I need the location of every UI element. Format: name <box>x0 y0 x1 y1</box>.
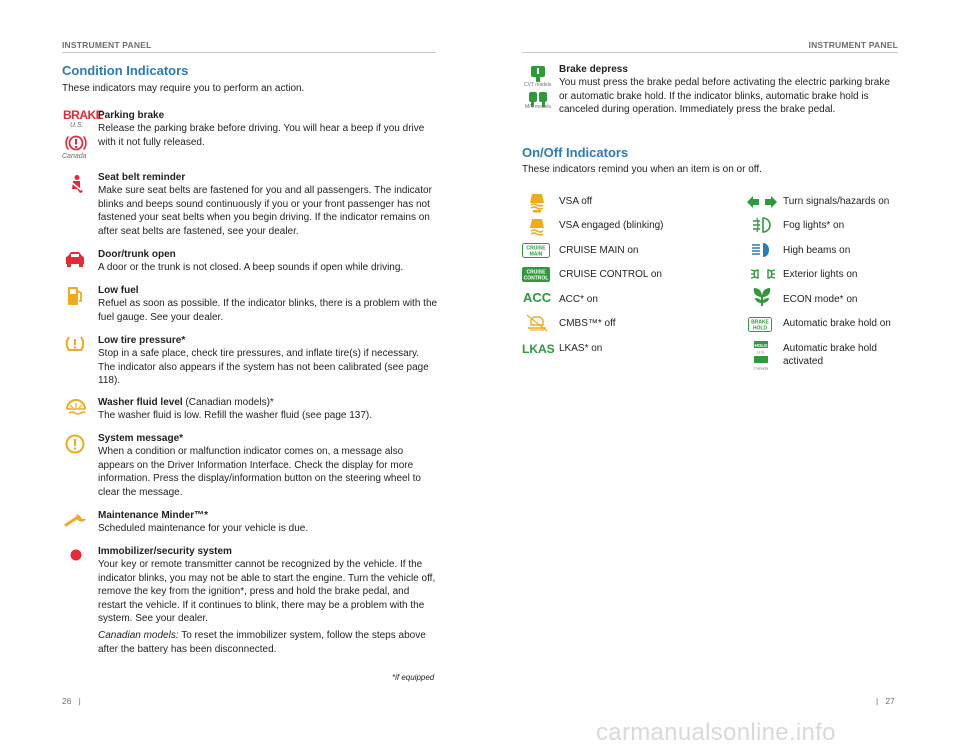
indicator-title: Washer fluid level <box>98 397 183 408</box>
cruise-main-badge-line2: MAIN <box>529 251 543 258</box>
brake-hold-badge-line2: HOLD <box>752 325 768 332</box>
indicator-note <box>98 629 438 656</box>
brake-hold-activated-line1: Automatic brake hold <box>783 343 877 354</box>
indicator-desc: Refuel as soon as possible. If the indicator blinks, there is a problem with the fuel gauge. See your dealer. <box>98 298 438 323</box>
brake-hold-badge-line1: BRAKE <box>751 319 769 326</box>
page-separator: | <box>78 696 81 706</box>
mt-models-label: M/T models <box>525 104 552 110</box>
indicator-title: Seat belt reminder <box>98 172 186 183</box>
onoff-left-label: CMBS™* off <box>559 318 616 329</box>
seat-belt-icon <box>66 174 86 199</box>
header-rule-right <box>522 52 898 53</box>
indicator-seat-belt <box>98 171 438 238</box>
brake-depress-mt-icon <box>528 90 548 115</box>
cvt-models-label: CVT models <box>524 82 552 88</box>
indicator-desc: When a condition or malfunction indicator comes on, a message also appears on the Driver Information Interface. Check the display for more information. Press the display/information button on the steering wheel to clear the message. <box>98 446 421 498</box>
header-rule-left <box>62 52 436 53</box>
indicator-title: Low tire pressure* <box>98 335 186 346</box>
onoff-indicators-title: On/Off Indicators <box>522 145 629 160</box>
canada-label: Canada <box>62 153 87 160</box>
cruise-main-badge-line1: CRUISE <box>526 245 546 252</box>
immobilizer-icon <box>70 548 82 566</box>
onoff-right-label: Turn signals/hazards on <box>783 196 890 207</box>
cruise-control-icon <box>522 267 550 287</box>
washer-fluid-icon <box>64 397 88 422</box>
canadian-models-label: Canadian models: <box>98 630 179 642</box>
indicator-washer-fluid <box>98 396 438 423</box>
onoff-left-label: VSA off <box>559 196 593 207</box>
onoff-left-label: CRUISE MAIN on <box>559 245 639 256</box>
indicator-desc: Scheduled maintenance for your vehicle is due. <box>98 523 309 535</box>
low-fuel-icon <box>66 285 84 312</box>
brake-hold-activated-icon <box>749 340 773 377</box>
hold-badge-text: HOLD <box>754 342 768 348</box>
indicator-title: Low fuel <box>98 285 139 296</box>
door-open-icon <box>64 250 86 275</box>
header-right: INSTRUMENT PANEL <box>808 40 898 50</box>
indicator-title: Parking brake <box>98 110 165 121</box>
indicator-low-fuel <box>98 284 438 324</box>
cruise-control-badge-line1: CRUISE <box>526 269 546 276</box>
indicator-low-tire-pressure <box>98 334 438 388</box>
indicator-title-suffix: (Canadian models)* <box>182 397 274 408</box>
brake-hold-activated-line2: activated <box>783 356 824 368</box>
onoff-right-label: Automatic brake hold on <box>783 318 891 329</box>
fog-light-icon <box>751 216 773 239</box>
brake-hold-icon <box>748 317 772 337</box>
indicator-door-open <box>98 248 438 275</box>
indicator-title: Door/trunk open <box>98 249 176 260</box>
hold-us-label: U.S. <box>757 349 765 355</box>
indicator-brake-depress <box>559 63 895 117</box>
econ-mode-icon <box>751 287 773 312</box>
indicator-parking-brake <box>98 109 438 149</box>
indicator-title: System message* <box>98 433 184 444</box>
onoff-right-label: Exterior lights on <box>783 269 858 280</box>
page-number-right <box>876 696 895 706</box>
indicator-title: Immobilizer/security system <box>98 546 232 557</box>
cruise-main-icon <box>522 243 550 263</box>
indicator-desc: A door or the trunk is not closed. A beep sounds if open while driving. <box>98 262 404 274</box>
page-number-left <box>62 696 81 706</box>
tire-pressure-icon <box>64 334 86 359</box>
acc-icon: ACC <box>523 290 552 305</box>
onoff-left-label: CRUISE CONTROL on <box>559 269 662 280</box>
onoff-right-label: High beams on <box>783 245 851 256</box>
high-beam-icon <box>751 241 775 264</box>
vsa-off-icon <box>528 191 546 218</box>
indicator-title: Maintenance Minder™* <box>98 510 209 521</box>
onoff-right-label: Fog lights* on <box>783 220 845 231</box>
onoff-left-label: ACC* on <box>559 294 598 305</box>
page-separator: | <box>876 696 879 706</box>
lkas-icon: LKAS <box>522 342 555 356</box>
indicator-maintenance-minder <box>98 509 438 536</box>
indicator-desc: You must press the brake pedal before activating the electric parking brake or automatic brake hold. If the indicator blinks, automatic brake hold is canceled during operation. Immediately press the brake pedal. <box>559 77 890 116</box>
cruise-control-badge-line2: CONTROL <box>523 275 549 282</box>
cmbs-off-icon <box>526 314 548 337</box>
onoff-right-label <box>783 342 877 369</box>
page-number: 26 <box>62 696 72 706</box>
exterior-lights-icon <box>750 265 776 288</box>
onoff-left-label: LKAS* on <box>559 343 603 354</box>
condition-indicators-intro: These indicators may require you to perform an action. <box>62 83 305 94</box>
indicator-immobilizer <box>98 545 438 656</box>
indicator-desc: The washer fluid is low. Refill the washer fluid (see page 137). <box>98 410 373 422</box>
indicator-note-text: To reset the immobilizer system, follow the steps above after the battery has been disconnected. <box>98 630 426 655</box>
onoff-indicators-intro: These indicators remind you when an item is on or off. <box>522 164 762 175</box>
header-left: INSTRUMENT PANEL <box>62 40 152 50</box>
turn-signal-icon <box>747 195 777 213</box>
onoff-left-label: VSA engaged (blinking) <box>559 220 664 231</box>
page-number: 27 <box>885 696 895 706</box>
indicator-system-message <box>98 432 438 499</box>
wrench-icon <box>64 511 88 534</box>
onoff-right-label: ECON mode* on <box>783 294 858 305</box>
indicator-desc: Stop in a safe place, check tire pressures, and inflate tire(s) if necessary. The indicator also appears if the system has not been calibrated (see page 118). <box>98 348 429 387</box>
watermark: carmanualsonline.info <box>596 719 836 746</box>
system-message-icon <box>64 433 86 460</box>
indicator-desc: Make sure seat belts are fastened for you and all passengers. The indicator blinks and beeps sound continuously if you or your front passenger has not fastened your seat belts when you begin driving. If the indicator remains on after seat belts are fastened, see your dealer. <box>98 185 432 237</box>
hold-canada-label: Canada <box>753 365 769 371</box>
indicator-title: Brake depress <box>559 64 628 75</box>
brake-word-icon: BRAKE <box>63 108 104 122</box>
condition-indicators-title: Condition Indicators <box>62 63 189 78</box>
vsa-engaged-icon <box>528 216 546 243</box>
footnote: *if equipped <box>392 673 435 682</box>
us-label: U.S. <box>70 122 84 129</box>
indicator-desc: Your key or remote transmitter cannot be recognized by the vehicle. If the indicator blinks, you may not be able to start the engine. Turn the vehicle off, remove the key from the ignition*, press and hold the brake pedal, and restart the vehicle. If it continues to blink, there may be a problem with the system. See your dealer. <box>98 559 436 625</box>
indicator-desc: Release the parking brake before driving. You will hear a beep if you drive with it not fully released. <box>98 123 425 148</box>
